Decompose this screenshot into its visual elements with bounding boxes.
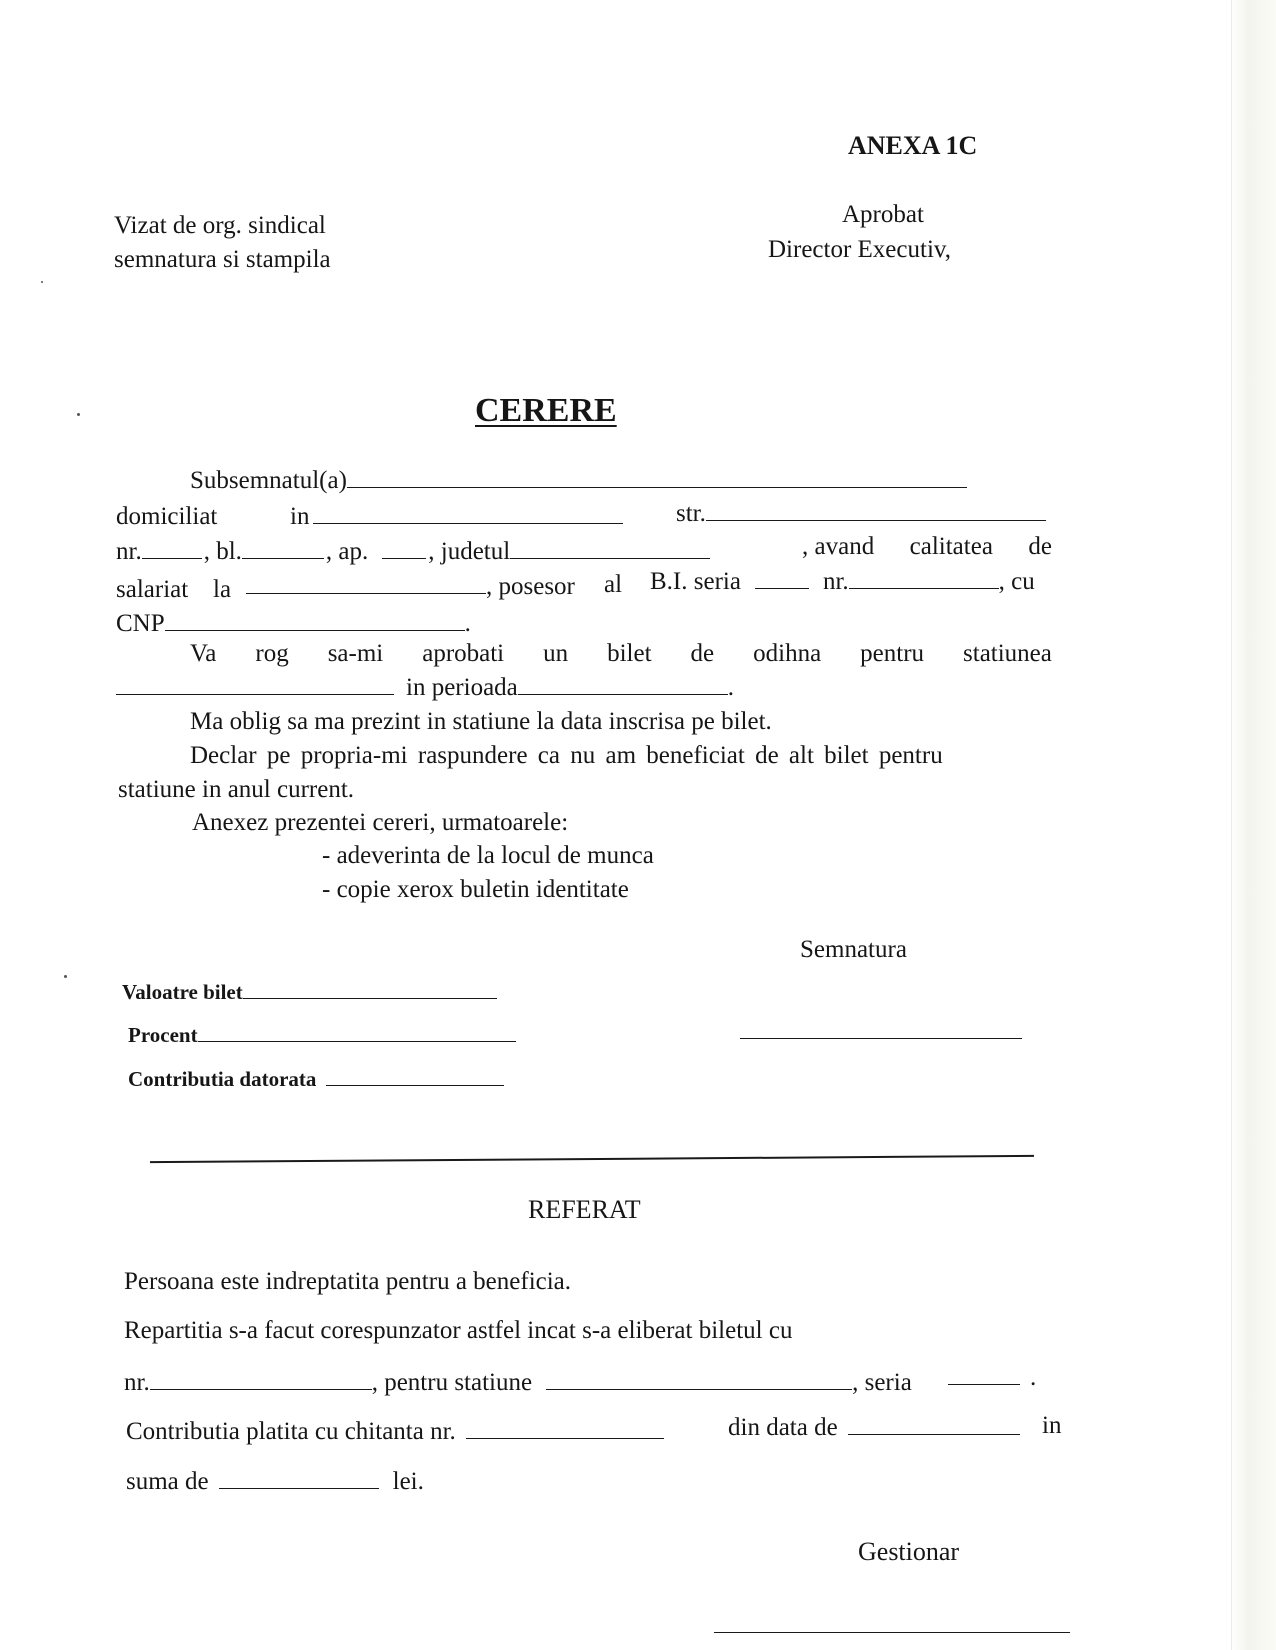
va-rog-line	[190, 640, 1052, 668]
resort-field[interactable]	[116, 674, 394, 695]
la-label: la	[213, 576, 232, 603]
annex-label: ANEXA 1C	[848, 131, 978, 160]
employer-line	[246, 573, 575, 601]
id-nr-label: nr.	[822, 568, 849, 595]
employer-field[interactable]	[246, 573, 486, 594]
valoare-label: Valoatre bilet	[122, 980, 243, 1004]
receipt-number-field[interactable]	[466, 1418, 664, 1439]
in-label: in	[290, 503, 310, 530]
resort-period-line	[116, 674, 734, 702]
word-statiunea: statiunea	[963, 640, 1052, 667]
declar-line2: statiune in anul current.	[118, 776, 355, 803]
seria-dot: .	[1030, 1364, 1037, 1391]
referat-line1: Persoana este indreptatita pentru a beneficia.	[124, 1268, 572, 1295]
gestionar-signature-line[interactable]	[714, 1632, 1070, 1633]
ticket-number-field[interactable]	[150, 1369, 372, 1390]
attachment-item: - adeverinta de la locul de munca	[322, 842, 654, 869]
cnp-field[interactable]	[165, 610, 465, 631]
calitatea-label: calitatea	[909, 533, 993, 560]
seria-label: , seria	[852, 1369, 912, 1396]
de-label: de	[1028, 533, 1052, 560]
gestionar-label: Gestionar	[858, 1537, 960, 1566]
signature-line[interactable]	[740, 1038, 1022, 1039]
cerere-title: CERERE	[475, 392, 617, 429]
subsemnatul-label: Subsemnatul(a)	[190, 467, 347, 494]
id-series-field[interactable]	[755, 568, 809, 589]
word-pentru: pentru	[860, 640, 925, 667]
id-line	[650, 568, 1035, 596]
percent-field[interactable]	[198, 1023, 516, 1042]
amount-field[interactable]	[219, 1468, 379, 1489]
scan-speck	[64, 975, 67, 978]
receipt-date-line	[728, 1414, 1020, 1442]
id-number-field[interactable]	[849, 568, 999, 589]
word-bilet: bilet	[607, 640, 652, 667]
ma-oblig-text: Ma oblig sa ma prezint in statiune la data inscrisa pe bilet.	[190, 708, 772, 735]
posesor-label: , posesor	[486, 573, 575, 600]
receipt-line	[126, 1418, 664, 1446]
ap-label: , ap.	[325, 538, 369, 565]
lei-label: lei.	[392, 1468, 424, 1495]
in-perioada-label: in perioada	[406, 674, 518, 701]
word-aprobati: aprobati	[422, 640, 505, 667]
ticket-number-line	[124, 1369, 912, 1397]
number-field[interactable]	[142, 538, 202, 559]
subsemnatul-line	[190, 467, 967, 495]
cnp-label: CNP	[116, 610, 165, 637]
seria-field-line	[948, 1364, 1036, 1392]
pentru-statiune-label: , pentru statiune	[371, 1369, 533, 1396]
scan-speck	[77, 413, 80, 416]
address-line	[116, 538, 710, 566]
ticket-value-field[interactable]	[243, 980, 497, 999]
contributia-platita-label: Contributia platita cu chitanta nr.	[126, 1418, 456, 1445]
period-field[interactable]	[518, 674, 728, 695]
contributia-label: Contributia datorata	[128, 1067, 317, 1091]
procent-line	[128, 1021, 516, 1049]
declar-text-line1: Declar pe propria-mi raspundere ca nu am beneficiat de alt bilet pentru	[190, 742, 943, 769]
word-rog: rog	[255, 640, 289, 667]
scan-edge-line	[1231, 0, 1232, 1650]
period-dot: .	[727, 674, 735, 701]
word-odihna: odihna	[753, 640, 822, 667]
word-de: de	[690, 640, 715, 667]
apartment-field[interactable]	[382, 538, 426, 559]
avand-label: , avand	[802, 533, 875, 560]
judetul-label: , judetul	[428, 538, 511, 565]
domiciliat-label: domiciliat	[116, 503, 218, 530]
semnatura-label: Semnatura	[800, 936, 907, 963]
bi-seria-label: B.I. seria	[650, 568, 741, 595]
suma-de-label: suma de	[126, 1468, 209, 1495]
union-visa-line2: semnatura si stampila	[114, 246, 331, 273]
name-field[interactable]	[347, 467, 967, 488]
county-field[interactable]	[510, 538, 710, 559]
salariat-label: salariat	[116, 576, 189, 603]
receipt-date-field[interactable]	[848, 1414, 1020, 1435]
word-un: un	[543, 640, 569, 667]
anexez-text: Anexez prezentei cereri, urmatoarele:	[192, 809, 569, 836]
nr-label: nr.	[116, 538, 142, 565]
word-va: Va	[190, 640, 217, 667]
avand-line	[802, 533, 1052, 561]
referat-title: REFERAT	[528, 1195, 641, 1224]
referat-resort-field[interactable]	[546, 1369, 852, 1390]
str-label: str.	[676, 500, 706, 527]
al-label: al	[604, 571, 623, 598]
locality-field[interactable]	[313, 503, 623, 524]
receipt-in-label: in	[1042, 1412, 1062, 1439]
in-line	[290, 503, 623, 531]
approval-line2: Director Executiv,	[768, 236, 952, 263]
contributia-line	[128, 1065, 504, 1093]
ticket-nr-label: nr.	[124, 1369, 150, 1396]
ticket-series-field[interactable]	[948, 1364, 1020, 1385]
attachment-item: - copie xerox buletin identitate	[322, 876, 629, 903]
declar-line1	[190, 742, 1052, 770]
referat-line2: Repartitia s-a facut corespunzator astfel incat s-a eliberat biletul cu	[124, 1317, 793, 1344]
bl-label: , bl.	[203, 538, 242, 565]
contribution-due-field[interactable]	[326, 1067, 504, 1086]
cnp-period: .	[464, 610, 471, 637]
union-visa-line1: Vizat de org. sindical	[114, 212, 326, 239]
cnp-line	[116, 610, 471, 638]
block-field[interactable]	[242, 538, 324, 559]
approval-line1: Aprobat	[842, 201, 924, 228]
cu-label: , cu	[998, 568, 1035, 595]
amount-line	[126, 1468, 424, 1496]
str-line	[676, 500, 1046, 528]
section-separator	[150, 1155, 1034, 1163]
din-data-label: din data de	[728, 1414, 838, 1441]
word-sa-mi: sa-mi	[327, 640, 384, 667]
procent-label: Procent	[128, 1023, 198, 1047]
valoare-line	[122, 978, 497, 1006]
scan-edge	[1230, 0, 1276, 1650]
scan-speck	[41, 281, 43, 283]
street-field[interactable]	[706, 500, 1046, 521]
